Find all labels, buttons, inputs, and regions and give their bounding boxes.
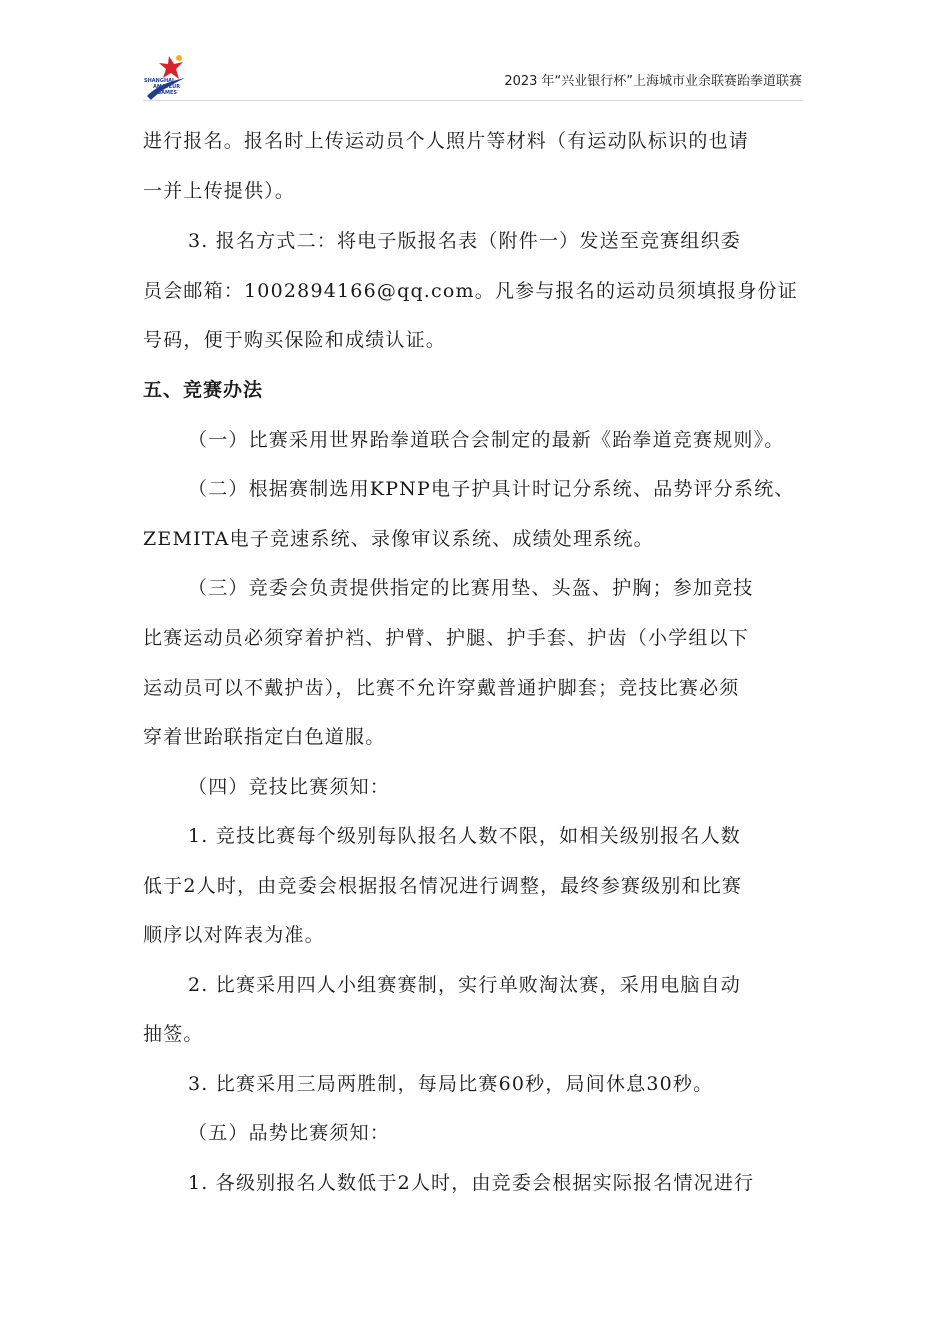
body-line-11: 比赛运动员必须穿着护裆、护臂、护腿、护手套、护齿（小学组以下 <box>143 627 750 649</box>
body-line-20: 3. 比赛采用三局两胜制，每局比赛60秒，局间休息30秒。 <box>188 1073 714 1095</box>
body-line-19: 抽签。 <box>143 1023 204 1045</box>
svg-text:SHANGHAI: SHANGHAI <box>144 78 174 84</box>
body-line-10: （三）竞委会负责提供指定的比赛用垫、头盔、护胸；参加竞技 <box>188 577 754 599</box>
body-line-21: （五）品势比赛须知： <box>188 1122 391 1144</box>
body-line-3: 3. 报名方式二：将电子版报名表（附件一）发送至竞赛组织委 <box>188 230 741 252</box>
svg-text:AMATEUR: AMATEUR <box>153 84 181 90</box>
body-line-2: 一并上传提供）。 <box>143 180 296 202</box>
body-line-12: 运动员可以不戴护齿），比赛不允许穿戴普通护脚套；竞技比赛必须 <box>143 677 740 699</box>
body-line-14: （四）竞技比赛须知： <box>188 776 391 798</box>
body-line-18: 2. 比赛采用四人小组赛赛制，实行单败淘汰赛，采用电脑自动 <box>188 974 741 996</box>
body-line-13: 穿着世跆联指定白色道服。 <box>143 726 386 748</box>
svg-text:GAMES: GAMES <box>157 90 177 96</box>
body-line-4: 员会邮箱：1002894166@qq.com。凡参与报名的运动员须填报身份证 <box>143 280 798 302</box>
shanghai-amateur-games-logo <box>143 52 189 102</box>
body-line-17: 顺序以对阵表为准。 <box>143 924 325 946</box>
header-divider <box>143 100 803 101</box>
body-line-1: 进行报名。报名时上传运动员个人照片等材料（有运动队标识的也请 <box>143 130 750 152</box>
body-line-9: ZEMITA电子竞速系统、录像审议系统、成绩处理系统。 <box>143 528 654 550</box>
body-line-8: （二）根据赛制选用KPNP电子护具计时记分系统、品势评分系统、 <box>188 478 795 500</box>
body-line-5: 号码，便于购买保险和成绩认证。 <box>143 329 447 351</box>
body-line-16: 低于2人时，由竞委会根据报名情况进行调整，最终参赛级别和比赛 <box>143 875 743 897</box>
section-heading-competition-method: 五、竞赛办法 <box>143 379 264 401</box>
body-line-7: （一）比赛采用世界跆拳道联合会制定的最新《跆拳道竞赛规则》。 <box>188 429 785 451</box>
body-line-22: 1. 各级别报名人数低于2人时，由竞委会根据实际报名情况进行 <box>188 1172 755 1194</box>
header-title: 2023 年“兴业银行杯”上海城市业余联赛跆拳道联赛 <box>504 74 802 89</box>
logo-yellow-dot <box>176 55 182 61</box>
body-line-15: 1. 竞技比赛每个级别每队报名人数不限，如相关级别报名人数 <box>188 825 741 847</box>
